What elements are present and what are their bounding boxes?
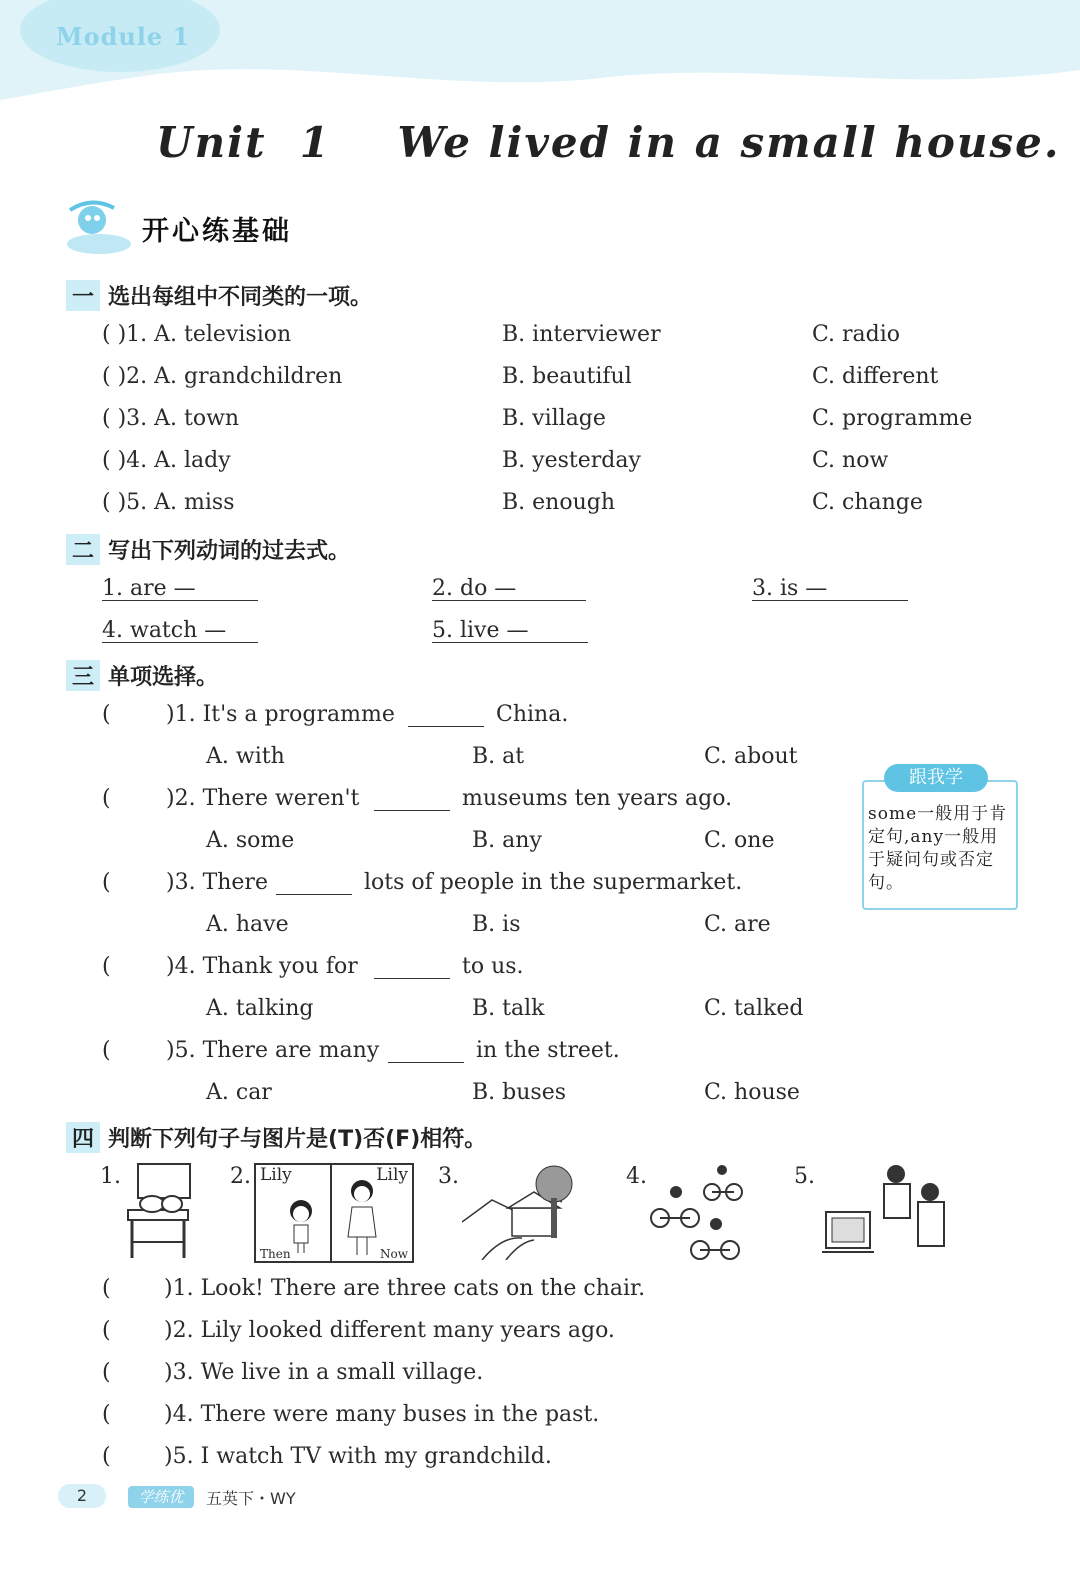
question-item[interactable]: ( )4. A. lady bbox=[102, 448, 231, 473]
answer-paren[interactable]: ( bbox=[102, 786, 111, 811]
mc-options-row bbox=[0, 912, 1080, 948]
mc-question-row bbox=[0, 954, 1080, 990]
option-b[interactable]: B. buses bbox=[472, 1080, 567, 1105]
option-b[interactable]: B. any bbox=[472, 828, 542, 853]
question-item[interactable]: ( )3. A. town bbox=[102, 406, 240, 431]
cat-chair-picture bbox=[124, 1160, 194, 1262]
answer-paren[interactable]: ( bbox=[102, 1318, 111, 1343]
option-b: B. enough bbox=[502, 490, 616, 515]
verb-item: 5. live — bbox=[432, 618, 529, 643]
option-c[interactable]: C. house bbox=[704, 1080, 800, 1105]
answer-blank[interactable] bbox=[752, 576, 908, 601]
option-c: C. change bbox=[812, 490, 923, 515]
lily-now-label: Lily bbox=[376, 1165, 408, 1185]
section-4-heading bbox=[66, 1122, 486, 1153]
village-house-picture bbox=[462, 1162, 590, 1260]
option-c[interactable]: C. are bbox=[704, 912, 771, 937]
brand-logo: 学练优 bbox=[128, 1486, 194, 1508]
answer-paren[interactable]: ( bbox=[102, 1444, 111, 1469]
question-item[interactable]: ( )5. A. miss bbox=[102, 490, 235, 515]
option-a[interactable]: A. with bbox=[206, 744, 285, 769]
bicycles-picture bbox=[650, 1162, 746, 1262]
question-tail: in the street. bbox=[476, 1038, 620, 1063]
banner-title: 开心练基础 bbox=[142, 215, 292, 247]
option-a[interactable]: A. car bbox=[206, 1080, 272, 1105]
tf-statement: )4. There were many buses in the past. bbox=[164, 1402, 600, 1427]
question-stem: )1. It's a programme bbox=[166, 702, 395, 727]
option-b: B. beautiful bbox=[502, 364, 632, 389]
answer-paren[interactable]: ( bbox=[102, 870, 111, 895]
option-a[interactable]: A. have bbox=[206, 912, 289, 937]
choice-row bbox=[0, 448, 1080, 484]
unit-title: Unit 1 We lived in a small house. bbox=[156, 118, 1061, 167]
mc-question-row bbox=[0, 702, 1080, 738]
option-b[interactable]: B. at bbox=[472, 744, 525, 769]
answer-paren[interactable]: ( bbox=[102, 1038, 111, 1063]
tf-row bbox=[0, 1444, 1080, 1480]
option-c: C. programme bbox=[812, 406, 973, 431]
question-stem: )4. Thank you for bbox=[166, 954, 358, 979]
tf-statement: )5. I watch TV with my grandchild. bbox=[164, 1444, 552, 1469]
watching-tv-picture bbox=[818, 1162, 958, 1262]
verb-item: 3. is — bbox=[752, 576, 828, 601]
answer-paren[interactable]: ( bbox=[102, 1360, 111, 1385]
question-tail: lots of people in the supermarket. bbox=[364, 870, 743, 895]
section-title: 单项选择。 bbox=[108, 665, 219, 690]
option-a[interactable]: A. some bbox=[206, 828, 295, 853]
choice-row bbox=[0, 322, 1080, 358]
module-label: Module 1 bbox=[56, 22, 191, 51]
mc-question-row bbox=[0, 1038, 1080, 1074]
section-title: 判断下列句子与图片是(T)否(F)相符。 bbox=[108, 1127, 487, 1152]
question-stem: )2. There weren't bbox=[166, 786, 360, 811]
tf-statement: )2. Lily looked different many years ago. bbox=[164, 1318, 615, 1343]
question-tail: China. bbox=[496, 702, 569, 727]
mc-options-row bbox=[0, 1080, 1080, 1116]
picture-label-3: 3. bbox=[438, 1164, 459, 1189]
section-3-heading bbox=[66, 660, 218, 691]
choice-row bbox=[0, 406, 1080, 442]
now-label: Now bbox=[380, 1247, 408, 1261]
tf-row bbox=[0, 1402, 1080, 1438]
tf-statement: )3. We live in a small village. bbox=[164, 1360, 484, 1385]
section-title: 选出每组中不同类的一项。 bbox=[108, 285, 373, 310]
picture-label-5: 5. bbox=[794, 1164, 815, 1189]
option-c: C. different bbox=[812, 364, 939, 389]
verb-row-1 bbox=[0, 576, 1080, 612]
tip-label: 跟我学 bbox=[884, 764, 988, 792]
answer-blank[interactable] bbox=[432, 618, 588, 643]
verb-row-2 bbox=[0, 618, 1080, 654]
girl-tall-icon bbox=[342, 1179, 382, 1257]
page-number: 2 bbox=[58, 1484, 106, 1508]
section-title: 写出下列动词的过去式。 bbox=[108, 539, 351, 564]
answer-paren[interactable]: ( bbox=[102, 1276, 111, 1301]
option-b: B. interviewer bbox=[502, 322, 661, 347]
option-b[interactable]: B. talk bbox=[472, 996, 545, 1021]
option-c: C. now bbox=[812, 448, 889, 473]
lily-then-label: Lily bbox=[260, 1165, 292, 1185]
section-banner bbox=[64, 196, 292, 260]
option-b[interactable]: B. is bbox=[472, 912, 521, 937]
option-c: C. radio bbox=[812, 322, 901, 347]
question-item[interactable]: ( )2. A. grandchildren bbox=[102, 364, 343, 389]
tf-statement: )1. Look! There are three cats on the chair. bbox=[164, 1276, 646, 1301]
answer-paren[interactable]: ( bbox=[102, 954, 111, 979]
book-code: 五英下・WY bbox=[206, 1489, 296, 1508]
section-number: 二 bbox=[66, 534, 100, 565]
answer-blank[interactable] bbox=[102, 576, 258, 601]
lily-picture bbox=[254, 1163, 414, 1263]
section-2-heading bbox=[66, 534, 350, 565]
mc-options-row bbox=[0, 996, 1080, 1032]
verb-item: 4. watch — bbox=[102, 618, 227, 643]
question-tail: to us. bbox=[462, 954, 524, 979]
picture-label-1: 1. bbox=[100, 1164, 121, 1189]
question-stem: )5. There are many bbox=[166, 1038, 380, 1063]
section-number: 一 bbox=[66, 280, 100, 311]
mascot-icon bbox=[64, 196, 134, 260]
section-number: 三 bbox=[66, 660, 100, 691]
tf-row bbox=[0, 1318, 1080, 1354]
picture-label-4: 4. bbox=[626, 1164, 647, 1189]
question-item[interactable]: ( )1. A. television bbox=[102, 322, 292, 347]
tf-row bbox=[0, 1276, 1080, 1312]
answer-blank[interactable] bbox=[102, 618, 258, 643]
option-c[interactable]: C. talked bbox=[704, 996, 804, 1021]
section-number: 四 bbox=[66, 1122, 100, 1153]
question-tail: museums ten years ago. bbox=[462, 786, 733, 811]
picture-label-2: 2. bbox=[230, 1164, 251, 1189]
option-c[interactable]: C. one bbox=[704, 828, 775, 853]
option-b: B. yesterday bbox=[502, 448, 641, 473]
tf-row bbox=[0, 1360, 1080, 1396]
choice-row bbox=[0, 364, 1080, 400]
verb-item: 2. do — bbox=[432, 576, 517, 601]
option-c[interactable]: C. about bbox=[704, 744, 798, 769]
girl-small-icon bbox=[286, 1199, 316, 1255]
then-label: Then bbox=[260, 1247, 291, 1261]
section-1-heading bbox=[66, 280, 372, 311]
answer-blank[interactable] bbox=[432, 576, 586, 601]
question-stem: )3. There bbox=[166, 870, 268, 895]
answer-paren[interactable]: ( bbox=[102, 702, 111, 727]
verb-item: 1. are — bbox=[102, 576, 196, 601]
header-wave bbox=[0, 0, 1080, 110]
answer-paren[interactable]: ( bbox=[102, 1402, 111, 1427]
option-a[interactable]: A. talking bbox=[206, 996, 314, 1021]
option-b: B. village bbox=[502, 406, 606, 431]
choice-row bbox=[0, 490, 1080, 526]
tip-text: some一般用于肯定句,any一般用于疑问句或否定句。 bbox=[868, 804, 1008, 893]
